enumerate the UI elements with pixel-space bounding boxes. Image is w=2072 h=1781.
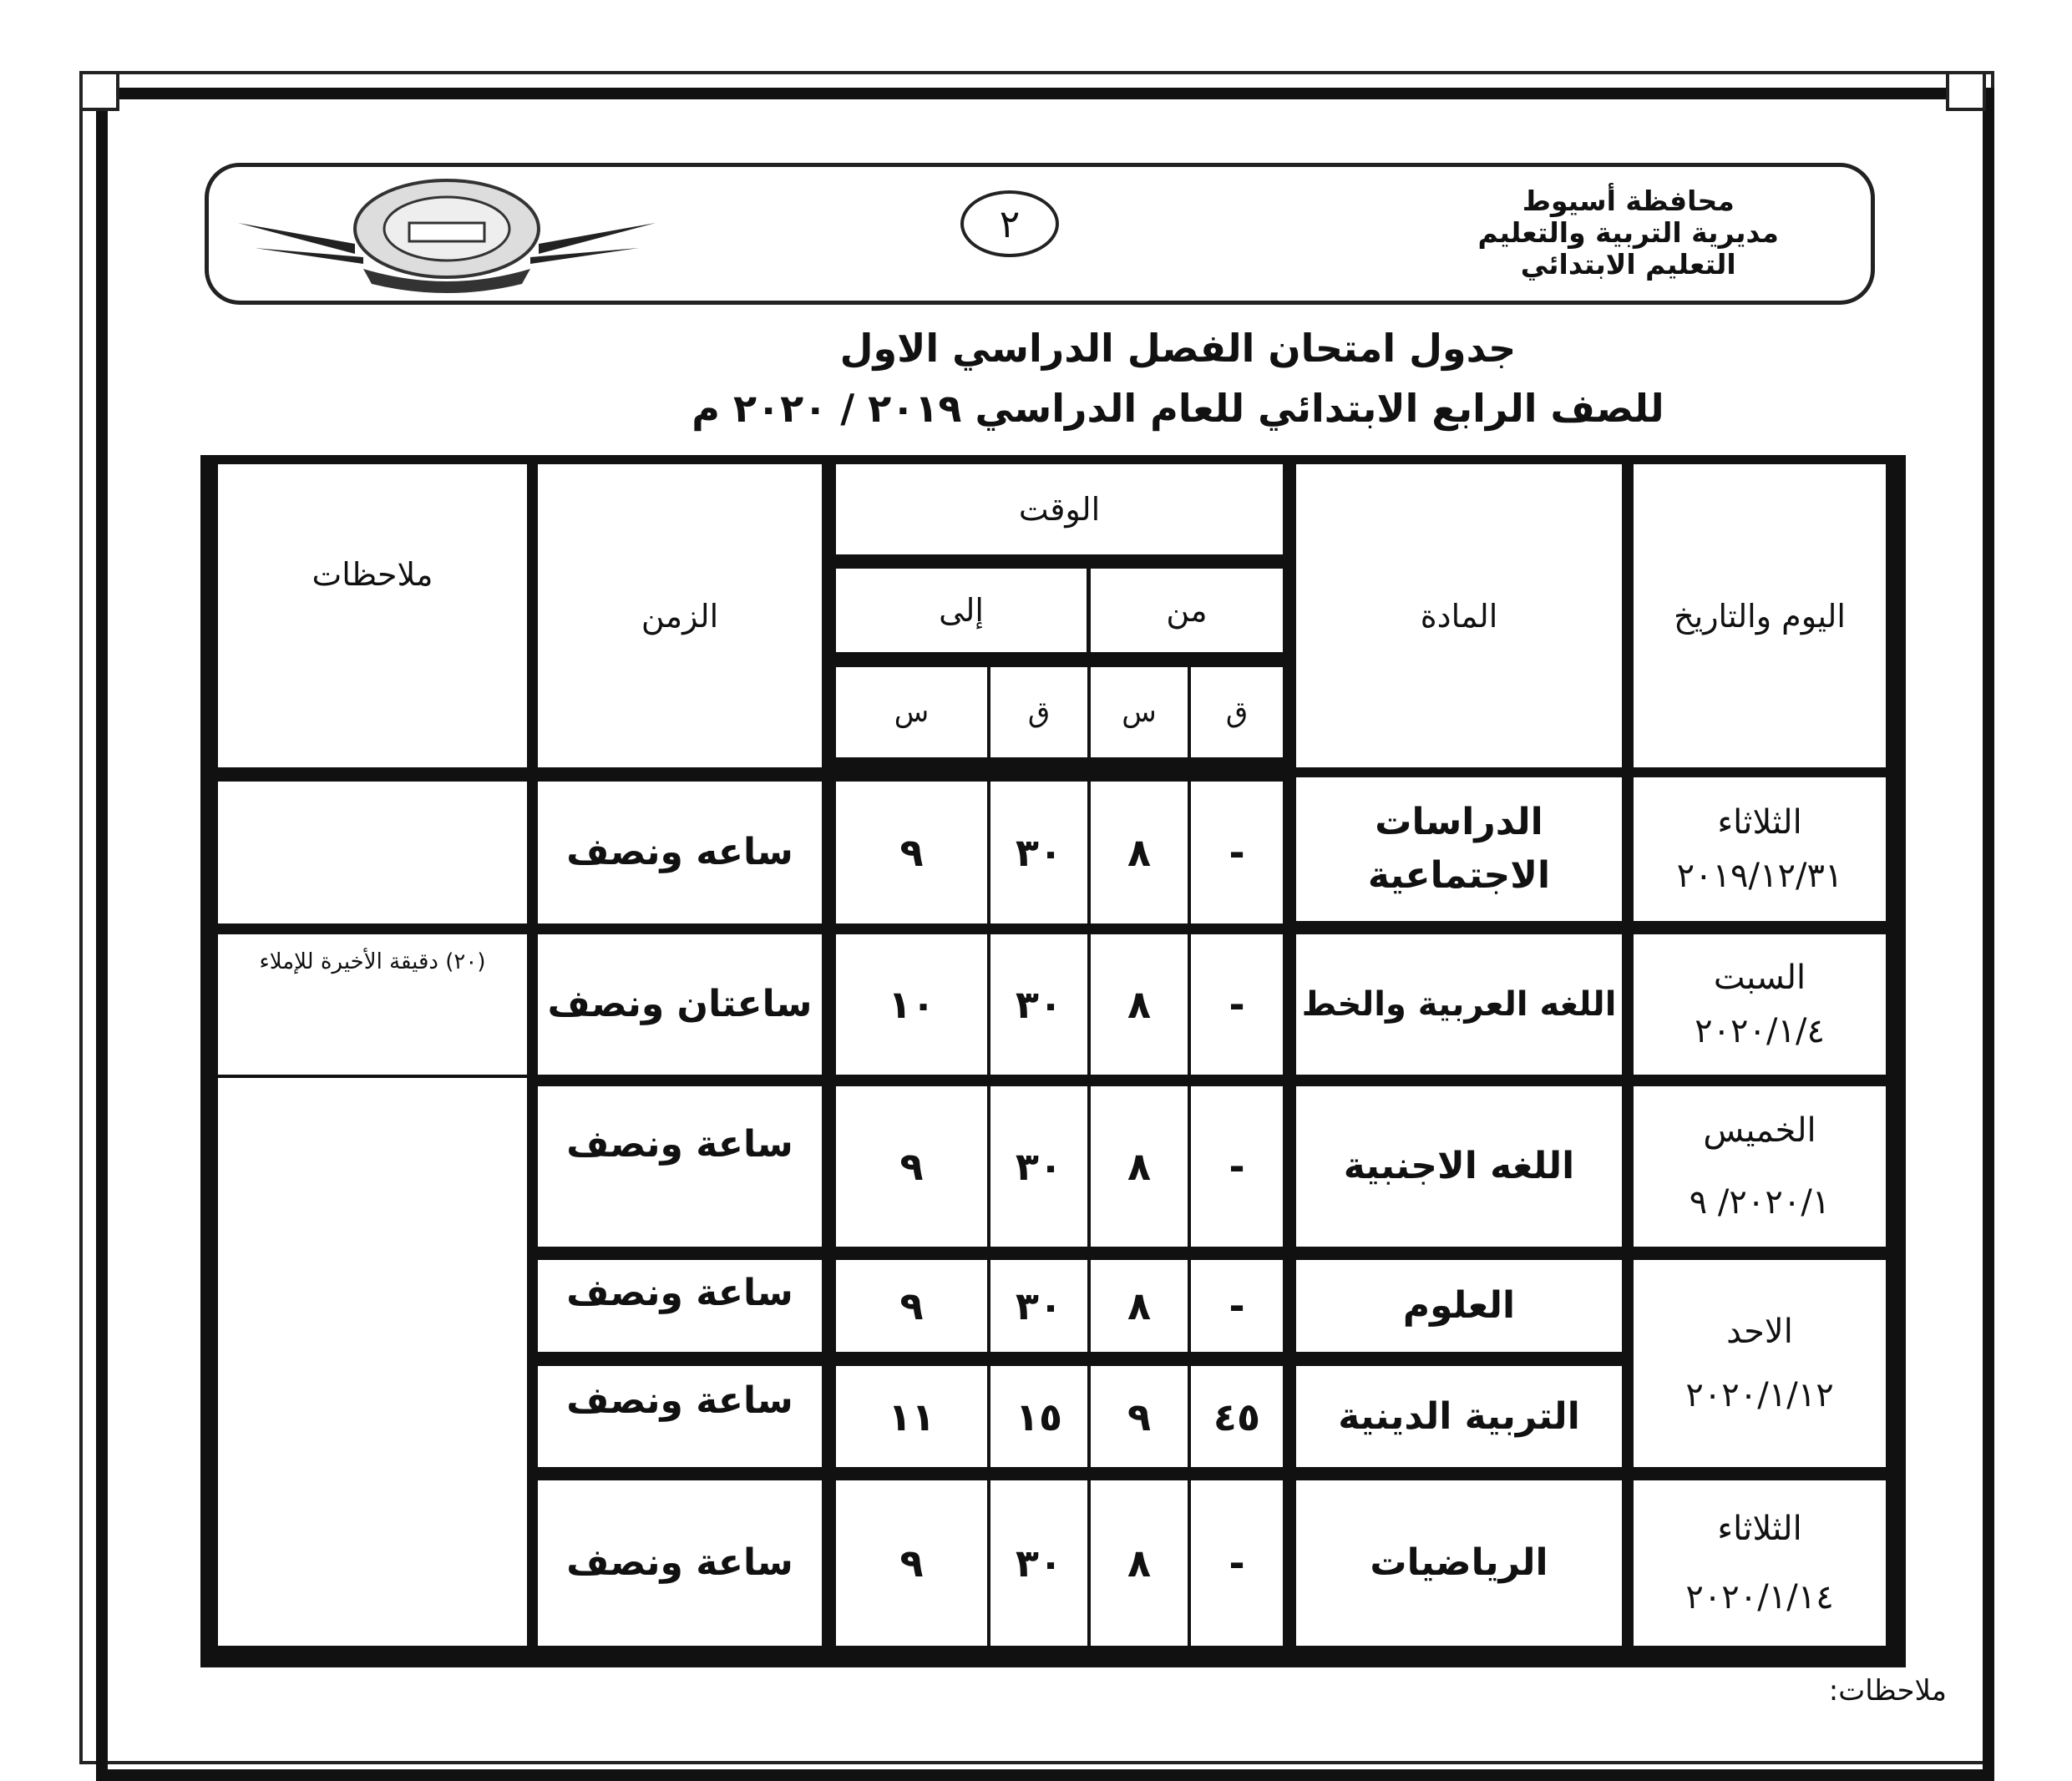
document-title: جدول امتحان الفصل الدراسي الاول xyxy=(839,326,1517,371)
row-day-date xyxy=(1634,777,1886,921)
row-duration: ساعة ونصف xyxy=(538,1480,822,1646)
row-duration: ساعة ونصف xyxy=(538,1366,822,1467)
row-subject: التربية الدينية xyxy=(1296,1366,1622,1467)
header-from: من xyxy=(1091,569,1283,652)
org-line-2: مديرية التربية والتعليم xyxy=(1477,216,1779,249)
exam-schedule-table xyxy=(200,455,1906,1667)
row-note: (٢٠) دقيقة الأخيرة للإملاء xyxy=(218,934,527,1075)
row-to-minute: ٣٠ xyxy=(990,1086,1087,1247)
row-note xyxy=(218,782,527,923)
row-duration: ساعتان ونصف xyxy=(538,934,822,1075)
row-to-hour: ٩ xyxy=(836,1086,987,1247)
row-from-minute: - xyxy=(1191,934,1283,1075)
row-day: الاحد xyxy=(1726,1313,1793,1351)
row-date: ٢٠٢٠/١/١٢ xyxy=(1685,1376,1834,1414)
footer-notes-label: ملاحظات: xyxy=(1828,1674,1947,1708)
corner-ornament xyxy=(1946,71,1986,111)
row-to-minute: ٣٠ xyxy=(990,1260,1087,1352)
header-day-date: اليوم والتاريخ xyxy=(1634,464,1886,767)
header-notes: ملاحظات xyxy=(218,464,527,767)
header-to-hour: س xyxy=(836,667,987,757)
row-duration: ساعة ونصف xyxy=(538,1260,822,1352)
row-to-minute: ٣٠ xyxy=(990,1480,1087,1646)
header-to-minute: ق xyxy=(990,667,1087,757)
row-from-minute: - xyxy=(1191,1260,1283,1352)
row-to-minute: ٣٠ xyxy=(990,782,1087,923)
ministry-seal-logo xyxy=(238,177,656,294)
header-from-minute: ق xyxy=(1191,667,1283,757)
row-from-minute: - xyxy=(1191,1480,1283,1646)
row-day-date xyxy=(1634,1260,1886,1467)
row-to-minute: ١٥ xyxy=(990,1366,1087,1467)
row-date: ٢٠٢٠/١/٤ xyxy=(1695,1012,1825,1050)
document-subtitle: للصف الرابع الابتدائي للعام الدراسي ٢٠١٩ / ٢٠٢٠ م xyxy=(692,386,1664,431)
row-day-date xyxy=(1634,934,1886,1075)
row-subject: العلوم xyxy=(1296,1260,1622,1352)
letterhead xyxy=(205,163,1875,305)
row-from-minute: ٤٥ xyxy=(1191,1366,1283,1467)
row-from-hour: ٩ xyxy=(1091,1366,1188,1467)
row-date: ٢٠١٩/١٢/٣١ xyxy=(1676,857,1843,895)
corner-ornament xyxy=(79,71,119,111)
organization-name xyxy=(1477,185,1779,281)
row-day: السبت xyxy=(1713,959,1806,997)
row-day: الثلاثاء xyxy=(1717,803,1802,842)
org-line-1: محافظة أسيوط xyxy=(1522,185,1735,217)
header-subject: المادة xyxy=(1296,464,1622,767)
row-to-minute: ٣٠ xyxy=(990,934,1087,1075)
row-subject: اللغه العربية والخط xyxy=(1296,934,1622,1075)
header-duration: الزمن xyxy=(538,464,822,767)
row-day: الثلاثاء xyxy=(1717,1510,1802,1548)
row-day-date xyxy=(1634,1480,1886,1646)
notes-merged-cell xyxy=(218,1078,527,1646)
header-from-hour: س xyxy=(1091,667,1188,757)
row-from-hour: ٨ xyxy=(1091,1086,1188,1247)
row-from-minute: - xyxy=(1191,1086,1283,1247)
row-subject: الدراسات الاجتماعية xyxy=(1296,777,1622,921)
row-to-hour: ٩ xyxy=(836,1260,987,1352)
row-from-hour: ٨ xyxy=(1091,782,1188,923)
row-from-hour: ٨ xyxy=(1091,934,1188,1075)
row-to-hour: ١١ xyxy=(836,1366,987,1467)
row-subject: الرياضيات xyxy=(1296,1480,1622,1646)
row-subject: اللغه الاجنبية xyxy=(1296,1086,1622,1247)
row-day-date xyxy=(1634,1086,1886,1247)
header-to: إلى xyxy=(836,569,1087,652)
row-day: الخميس xyxy=(1703,1111,1816,1150)
row-to-hour: ١٠ xyxy=(836,934,987,1075)
row-duration: ساعه ونصف xyxy=(538,782,822,923)
header-time: الوقت xyxy=(836,464,1283,554)
row-to-hour: ٩ xyxy=(836,1480,987,1646)
row-to-hour: ٩ xyxy=(836,782,987,923)
org-line-3: التعليم الابتدائي xyxy=(1520,248,1736,281)
page-number-badge: ٢ xyxy=(960,190,1059,257)
row-from-hour: ٨ xyxy=(1091,1260,1188,1352)
row-from-hour: ٨ xyxy=(1091,1480,1188,1646)
row-date: ٢٠٢٠/١/١٤ xyxy=(1685,1578,1834,1617)
row-date: ٢٠٢٠/١/ ٩ xyxy=(1689,1183,1831,1222)
row-from-minute: - xyxy=(1191,782,1283,923)
row-duration: ساعة ونصف xyxy=(538,1086,822,1247)
